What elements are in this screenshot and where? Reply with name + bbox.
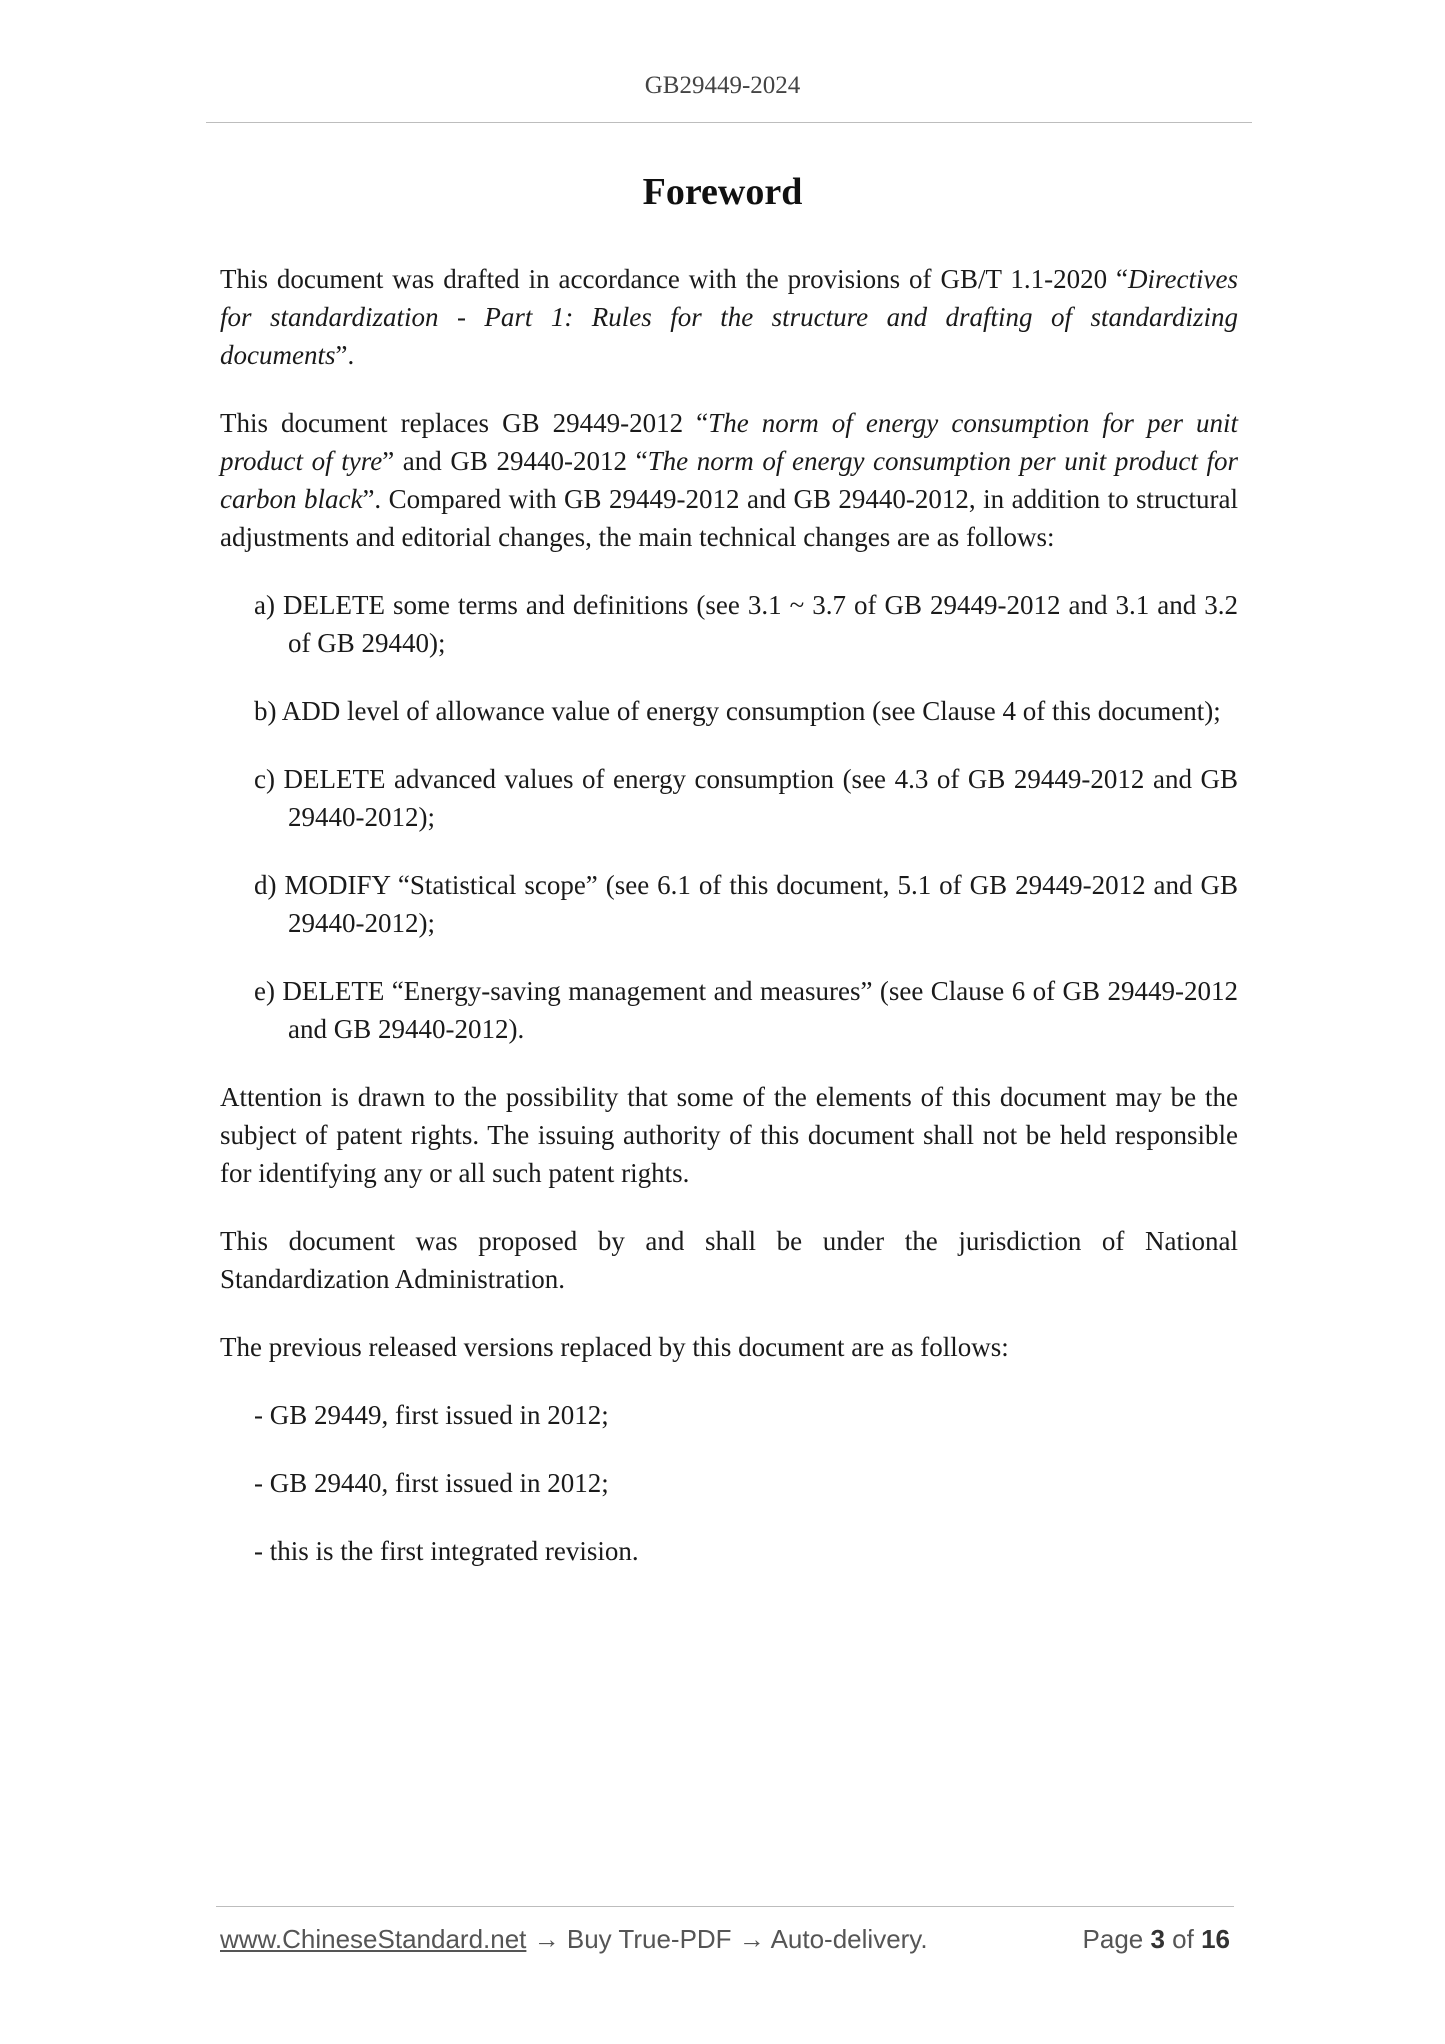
- change-item-e: e) DELETE “Energy-saving management and measures” (see Clause 6 of GB 29449-2012 and GB 29440-2012).: [254, 976, 1238, 1044]
- footer-divider: [216, 1906, 1234, 1907]
- page-title: Foreword: [642, 171, 803, 213]
- paragraph-replaces: [220, 404, 1238, 556]
- page-current: 3: [1150, 1924, 1165, 1954]
- header-divider: [206, 122, 1252, 123]
- website-link[interactable]: www.ChineseStandard.net: [220, 1924, 527, 1954]
- page-of-label: of: [1164, 1924, 1202, 1954]
- change-item-d: d) MODIFY “Statistical scope” (see 6.1 of this document, 5.1 of GB 29449-2012 and GB 29440-2012);: [254, 870, 1238, 938]
- version-item: - this is the first integrated revision.: [254, 1536, 639, 1566]
- page-footer: [220, 1924, 1230, 1964]
- cited-title-italic: The norm of energy consumption for per unit product of tyre: [220, 408, 1239, 476]
- version-item: - GB 29440, first issued in 2012;: [254, 1468, 609, 1498]
- page-label: Page: [1082, 1924, 1151, 1954]
- footer-promo-text: → Buy True-PDF → Auto-delivery.: [526, 1924, 928, 1954]
- paragraph-drafting-rules: [220, 260, 1238, 374]
- change-item-a: a) DELETE some terms and definitions (see 3.1 ~ 3.7 of GB 29449-2012 and 3.1 and 3.2 of GB 29440);: [254, 590, 1238, 658]
- cited-title-italic: The norm of energy consumption per unit product for carbon black: [220, 446, 1239, 514]
- cited-title-italic: Directives for standardization - Part 1: Rules for the structure and drafting of standardizing documents: [220, 264, 1238, 370]
- paragraph-text: This document was drafted in accordance with the provisions of GB/T 1.1-2020 “: [220, 264, 1129, 294]
- paragraph-text: This document replaces GB 29449-2012 “: [220, 408, 709, 438]
- page-header-doc-number: GB29449-2024: [644, 72, 801, 99]
- paragraph-text: ” and GB 29440-2012 “: [382, 446, 648, 476]
- footer-promo: [220, 1924, 928, 1955]
- change-item-c: c) DELETE advanced values of energy consumption (see 4.3 of GB 29449-2012 and GB 29440-2012);: [254, 764, 1238, 832]
- paragraph-text: ”. Compared with GB 29449-2012 and GB 29440-2012, in addition to structural adjustments and editorial changes, the main technical changes are as follows:: [220, 484, 1238, 552]
- page-number-indicator: [1083, 1924, 1230, 1955]
- version-item: - GB 29449, first issued in 2012;: [254, 1400, 609, 1430]
- paragraph-patent-notice: Attention is drawn to the possibility that some of the elements of this document may be the subject of patent rights. The issuing authority of this document shall not be held responsible for identifying any or all such patent rights.: [220, 1082, 1238, 1188]
- paragraph-text: ”.: [335, 340, 355, 370]
- foreword-body: [220, 260, 1238, 1600]
- page-total: 16: [1201, 1924, 1230, 1954]
- change-item-b: b) ADD level of allowance value of energy consumption (see Clause 4 of this document);: [254, 696, 1221, 726]
- paragraph-jurisdiction: This document was proposed by and shall be under the jurisdiction of National Standardization Administration.: [220, 1226, 1238, 1294]
- paragraph-previous-versions: The previous released versions replaced by this document are as follows:: [220, 1332, 1009, 1362]
